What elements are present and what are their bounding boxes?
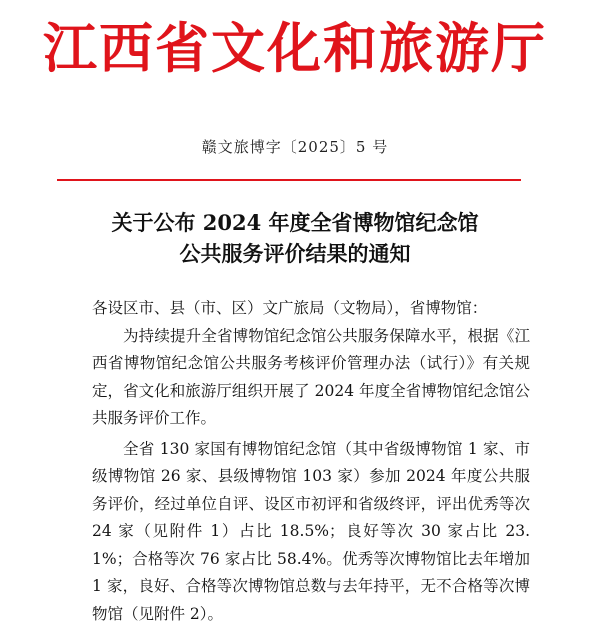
red-divider-rule: [57, 179, 521, 181]
body-paragraph: 为持续提升全省博物馆纪念馆公共服务保障水平，根据《江西省博物馆纪念馆公共服务考核评价管理办法（试行）》有关规定，省文化和旅游厅组织开展了 2024 年度全省博物馆纪念馆公共服务评价工作。: [92, 323, 530, 433]
notice-title-line-1: 关于公布 2024 年度全省博物馆纪念馆: [0, 207, 590, 238]
agency-header-title: 江西省文化和旅游厅: [0, 6, 590, 90]
body-paragraph: 全省 130 家国有博物馆纪念馆（其中省级博物馆 1 家、市级博物馆 26 家、县级博物馆 103 家）参加 2024 年度公共服务评价，经过单位自评、设区市初评和省级终评，评出优秀等次 24 家（见附件 1）占比 18.5%；良好等次 30 家占比 23.1%；合格等次 76 家占比 58.4%。优秀等次博物馆比去年增加 1 家，良好、合格等次博物馆总数与去年持平，无不合格等次博物馆（见附件 2）。: [92, 436, 530, 628]
notice-title-line-2: 公共服务评价结果的通知: [0, 238, 590, 269]
salutation: 各设区市、县（市、区）文广旅局（文物局），省博物馆：: [92, 295, 530, 323]
document-number: 赣文旅博字〔2025〕5 号: [0, 136, 590, 158]
document-body: [92, 295, 530, 628]
notice-title: [0, 207, 590, 269]
